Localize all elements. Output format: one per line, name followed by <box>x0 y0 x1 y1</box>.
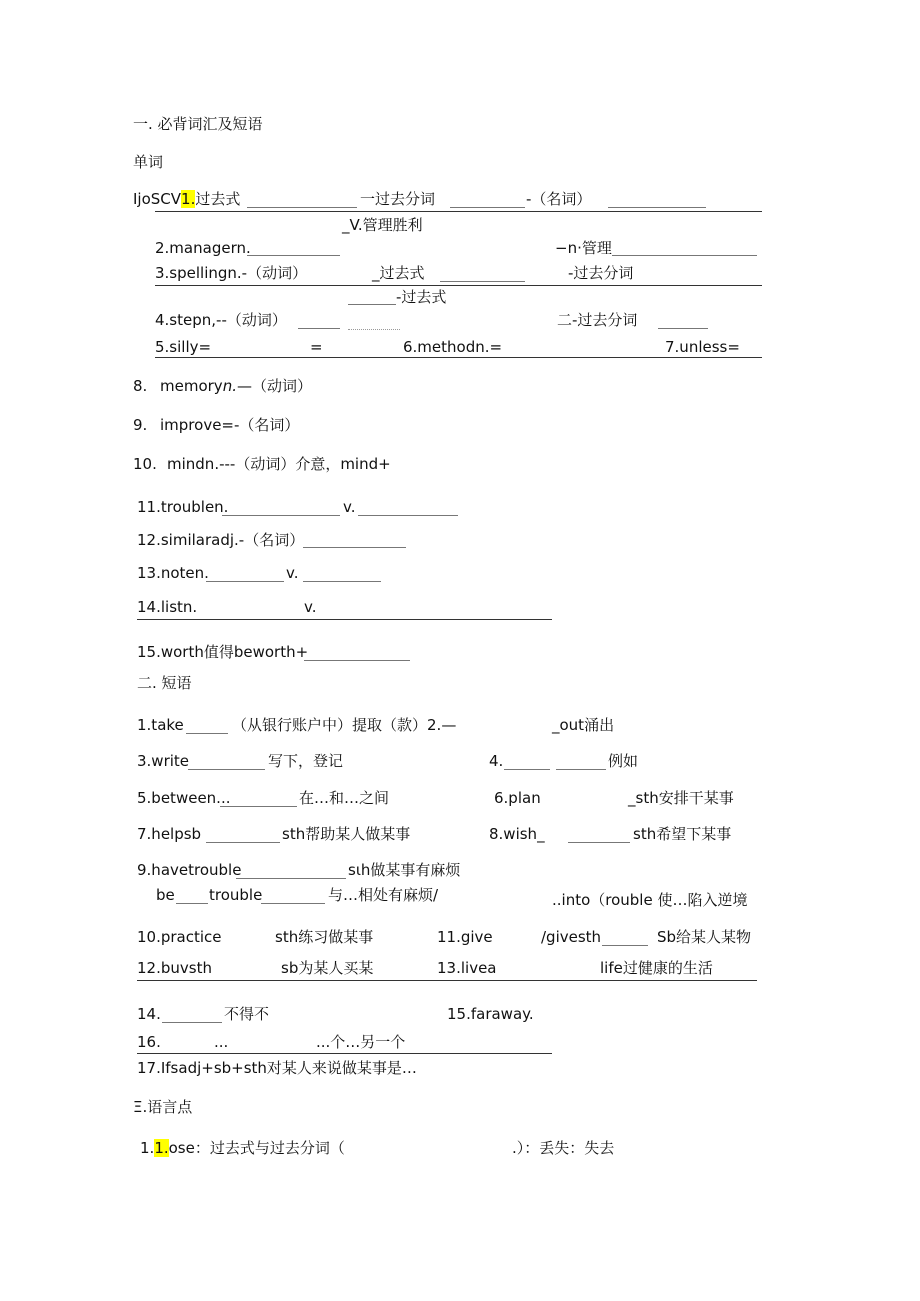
word-13-b: v. <box>286 564 299 582</box>
phrase-17: 17.Ifsadj+sb+sth对某人来说做某事是… <box>137 1059 417 1077</box>
blank[interactable] <box>658 328 708 329</box>
word-1-b: 一过去分词 <box>360 190 436 208</box>
phrase-16: 16. <box>137 1033 161 1051</box>
blank[interactable] <box>188 769 265 770</box>
blank[interactable] <box>186 733 228 734</box>
blank[interactable] <box>450 207 525 208</box>
word-7: 7.unless= <box>665 338 740 356</box>
phrase-1-b: （从银行账户中）提取（款）2.— <box>232 716 457 734</box>
phrase-5-b: 在…和…之间 <box>299 789 390 807</box>
phrase-7-b: sth帮助某人做某事 <box>282 825 411 843</box>
blank[interactable] <box>261 903 325 904</box>
blank[interactable] <box>247 255 340 256</box>
blank[interactable] <box>236 878 346 879</box>
phrase-4-b: 例如 <box>608 752 639 770</box>
phrase-11-b: /givesth <box>541 928 602 946</box>
phrase-13: 13.livea <box>437 959 497 977</box>
blank[interactable] <box>220 806 297 807</box>
blank[interactable] <box>348 329 400 330</box>
blank[interactable] <box>303 547 406 548</box>
phrase-6: 6.plan <box>494 789 541 807</box>
blank[interactable] <box>608 207 706 208</box>
phrase-11-c: Sb给某人某物 <box>657 928 752 946</box>
phrase-10-b: sth练习做某事 <box>275 928 374 946</box>
blank[interactable] <box>348 304 396 305</box>
word-8-num: 8. <box>133 377 148 395</box>
word-3-c: -过去分词 <box>568 264 634 282</box>
word-13-a: 13.noten. <box>137 564 209 582</box>
word-8: memoryn.—（动词） <box>160 377 312 395</box>
blank[interactable] <box>602 945 648 946</box>
blank[interactable] <box>247 207 357 208</box>
phrase-13-b: life过健康的生活 <box>600 959 713 977</box>
phrase-15: 15.faraway. <box>447 1005 534 1023</box>
phrase-8-b: sth希望下某事 <box>633 825 732 843</box>
word-1-d: _V.管理胜利 <box>342 216 423 234</box>
highlight-mark: 1. <box>154 1139 169 1157</box>
phrase-11: 11.give <box>437 928 493 946</box>
word-3-d: -过去式 <box>396 288 447 306</box>
phrase-12: 12.buvsth <box>137 959 212 977</box>
section-2-title: 二. 短语 <box>137 674 192 692</box>
word-1-c: -（名词） <box>526 190 592 208</box>
blank[interactable] <box>568 842 630 843</box>
blank[interactable] <box>298 328 340 329</box>
word-2-b: −n·管理 <box>555 239 612 257</box>
blank[interactable] <box>504 769 550 770</box>
blank[interactable] <box>556 769 606 770</box>
phrase-7: 7.helpsb <box>137 825 202 843</box>
phrase-12-b: sb为某人买某 <box>281 959 374 977</box>
blank[interactable] <box>303 581 381 582</box>
blank[interactable] <box>358 515 458 516</box>
blank[interactable] <box>206 842 280 843</box>
row-rule <box>137 1053 552 1054</box>
word-9-num: 9. <box>133 416 148 434</box>
blank[interactable] <box>304 660 410 661</box>
word-12: 12.similaradj.-（名词） <box>137 531 305 549</box>
word-5-a: 5.silly= <box>155 338 212 356</box>
blank[interactable] <box>206 581 284 582</box>
section-1-title: 一. 必背词汇及短语 <box>133 115 263 133</box>
phrase-1: 1.take <box>137 716 184 734</box>
blank[interactable] <box>440 281 525 282</box>
word-9: improve=-（名词） <box>160 416 300 434</box>
blank[interactable] <box>222 515 340 516</box>
words-subtitle: 单词 <box>133 153 164 171</box>
highlight-mark: 1. <box>181 190 196 208</box>
word-14-a: 14.listn. <box>137 598 198 616</box>
word-6: 6.methodn.= <box>403 338 503 356</box>
row-rule <box>137 980 757 981</box>
word-3-a: 3.spellingn.-（动词） <box>155 264 308 282</box>
phrase-2: _out涌出 <box>552 716 615 734</box>
phrase-5: 5.between... <box>137 789 231 807</box>
word-4-a: 4.stepn,--（动词） <box>155 311 287 329</box>
phrase-9d: ..into（rouble 使…陷入逆境 <box>552 891 748 909</box>
row-rule <box>137 619 552 620</box>
language-point-1: 1.1.ose：过去式与过去分词（ <box>140 1139 345 1157</box>
phrase-6-b: _sth安排干某事 <box>628 789 734 807</box>
phrase-14-b: 不得不 <box>224 1005 270 1023</box>
phrase-9c-a: be <box>156 886 175 904</box>
phrase-9: 9.havetrouble <box>137 861 242 879</box>
word-14-b: v. <box>304 598 317 616</box>
row-rule <box>155 211 762 212</box>
word-3-b: _过去式 <box>372 264 425 282</box>
phrase-9c-c: 与…相处有麻烦/ <box>328 886 439 904</box>
phrase-9c-b: trouble <box>209 886 263 904</box>
phrase-16-c: ...个…另一个 <box>316 1033 406 1051</box>
language-point-1-b: .）：丢失：失去 <box>512 1139 615 1157</box>
section-3-title: Ξ.语言点 <box>133 1098 193 1116</box>
word-10-num: 10. <box>133 455 157 473</box>
row-rule <box>155 357 762 358</box>
phrase-10: 10.practice <box>137 928 222 946</box>
word-10: mindn.---（动词）介意，mind+ <box>167 455 391 473</box>
blank[interactable] <box>612 255 757 256</box>
phrase-14: 14. <box>137 1005 161 1023</box>
word-2-a: 2.managern. <box>155 239 251 257</box>
word-11-b: v. <box>343 498 356 516</box>
phrase-8: 8.wish_ <box>489 825 545 843</box>
word-4-b: 二-过去分词 <box>557 311 638 329</box>
row-rule <box>155 285 762 286</box>
word-11-a: 11.troublen. <box>137 498 229 516</box>
phrase-9-b: sιh做某事有麻烦 <box>348 861 461 879</box>
phrase-4: 4. <box>489 752 504 770</box>
blank[interactable] <box>162 1022 222 1023</box>
word-15: 15.worth值得beworth+ <box>137 643 309 661</box>
phrase-3: 3.write <box>137 752 190 770</box>
word-1-prefix: IjoSCV1.过去式 <box>133 190 241 208</box>
phrase-16-b: ... <box>214 1033 229 1051</box>
word-5-b: = <box>310 338 323 356</box>
phrase-3-b: 写下，登记 <box>268 752 344 770</box>
blank[interactable] <box>176 903 208 904</box>
